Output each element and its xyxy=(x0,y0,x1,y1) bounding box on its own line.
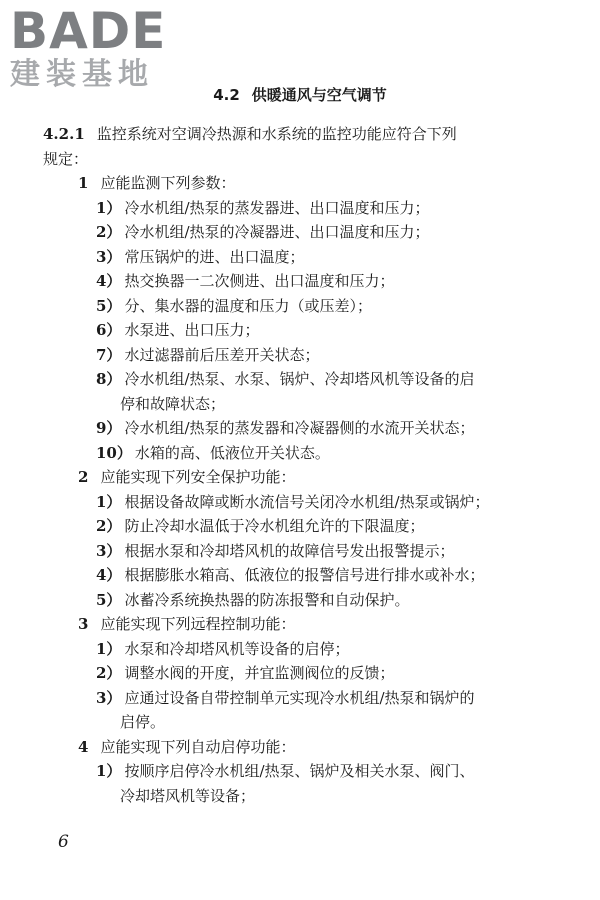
sub-item-text: 冷水机组/热泵的冷凝器进、出口温度和压力； xyxy=(124,223,430,241)
sub-item-number: 10） xyxy=(96,443,132,462)
sub-item-number: 3） xyxy=(96,541,122,560)
sub-item-text: 根据设备故障或断水流信号关闭冷水机组/热泵或锅炉； xyxy=(124,492,490,511)
sub-item-line xyxy=(0,490,600,515)
list-item xyxy=(0,171,600,196)
sub-item-text: 水过滤器前后压差开关状态； xyxy=(124,345,320,364)
item-number: 2 xyxy=(78,468,89,486)
logo-brand: BADE xyxy=(10,2,167,60)
sub-item-line xyxy=(0,441,600,466)
sub-item-text: 常压锅炉的进、出口温度； xyxy=(124,247,305,266)
sub-item-number: 3） xyxy=(96,688,122,707)
sub-item-line xyxy=(0,563,600,588)
sub-item-text: 防止冷却水温低于冷水机组允许的下限温度； xyxy=(124,517,425,535)
sub-item-text: 停和故障状态； xyxy=(120,394,226,413)
sub-item-number: 2） xyxy=(96,223,122,241)
sub-item-line xyxy=(0,661,600,686)
sub-item-line xyxy=(0,343,600,368)
sub-item-number: 1） xyxy=(96,492,122,511)
sub-item-line xyxy=(0,392,600,417)
item-text: 应能实现下列远程控制功能： xyxy=(100,615,296,633)
sub-item-line xyxy=(0,294,600,319)
logo xyxy=(10,4,180,94)
sub-item-text: 启停。 xyxy=(120,713,166,731)
sub-item-number: 1） xyxy=(96,198,122,217)
sub-item-number: 9） xyxy=(96,419,122,437)
sub-item-number: 5） xyxy=(96,590,122,609)
item-text: 应能实现下列安全保护功能： xyxy=(100,468,296,486)
sub-item-line xyxy=(0,220,600,245)
sub-item-text: 根据水泵和冷却塔风机的故障信号发出报警提示； xyxy=(124,541,455,560)
clause-line xyxy=(0,122,600,147)
sub-item-line xyxy=(0,269,600,294)
sub-item-line xyxy=(0,539,600,564)
sub-item-text: 调整水阀的开度，并宜监测阀位的反馈； xyxy=(124,664,395,682)
item-text: 应能实现下列自动启停功能： xyxy=(100,737,296,756)
sub-item-text: 水泵和冷却塔风机等设备的启停； xyxy=(124,639,350,658)
sub-item-line xyxy=(0,686,600,711)
item-number: 4 xyxy=(78,737,89,756)
sub-item-number: 1） xyxy=(96,639,122,658)
sub-item-text: 根据膨胀水箱高、低液位的报警信号进行排水或补水； xyxy=(124,566,485,584)
sub-item-text: 分、集水器的温度和压力（或压差）； xyxy=(124,296,372,315)
sub-item-line xyxy=(0,588,600,613)
logo-brand-sub: 建装基地 xyxy=(10,57,154,92)
sub-item-number: 8） xyxy=(96,370,122,388)
sub-item-number: 6） xyxy=(96,321,122,339)
sub-item-text: 应通过设备自带控制单元实现冷水机组/热泵和锅炉的 xyxy=(124,688,475,707)
sub-item-text: 水泵进、出口压力； xyxy=(124,321,260,339)
sub-item-text: 冷水机组/热泵、水泵、锅炉、冷却塔风机等设备的启 xyxy=(124,370,475,388)
item-number: 1 xyxy=(78,174,89,192)
sub-item-line xyxy=(0,196,600,221)
sub-item-text: 冷却塔风机等设备； xyxy=(120,786,256,805)
clause-text: 规定： xyxy=(43,149,89,168)
sub-item-text: 热交换器一二次侧进、出口温度和压力； xyxy=(124,272,395,290)
item-list xyxy=(0,171,600,808)
section-title: 供暖通风与空气调节 xyxy=(251,86,387,104)
sub-item-line xyxy=(0,367,600,392)
section-number: 4.2 xyxy=(213,86,240,104)
sub-item-number: 1） xyxy=(96,762,122,780)
sub-item-line xyxy=(0,416,600,441)
item-number: 3 xyxy=(78,615,89,633)
page-number: 6 xyxy=(58,832,69,852)
sub-item-line xyxy=(0,245,600,270)
section-heading xyxy=(0,84,600,106)
sub-item-line xyxy=(0,710,600,735)
sub-item-number: 5） xyxy=(96,296,122,315)
list-item xyxy=(0,612,600,637)
sub-item-number: 4） xyxy=(96,272,122,290)
list-item xyxy=(0,465,600,490)
sub-item-text: 冷水机组/热泵的蒸发器进、出口温度和压力； xyxy=(124,198,430,217)
sub-item-line xyxy=(0,759,600,784)
sub-item-text: 水箱的高、低液位开关状态。 xyxy=(134,443,330,462)
sub-item-number: 4） xyxy=(96,566,122,584)
item-text: 应能监测下列参数： xyxy=(100,174,236,192)
sub-item-number: 2） xyxy=(96,517,122,535)
clause-number: 4.2.1 xyxy=(43,125,85,143)
document-body xyxy=(0,122,600,808)
clause-line xyxy=(0,147,600,172)
sub-item-line xyxy=(0,637,600,662)
sub-item-text: 冰蓄冷系统换热器的防冻报警和自动保护。 xyxy=(124,590,410,609)
sub-item-text: 冷水机组/热泵的蒸发器和冷凝器侧的水流开关状态； xyxy=(124,419,475,437)
sub-item-number: 3） xyxy=(96,247,122,266)
sub-item-text: 按顺序启停冷水机组/热泵、锅炉及相关水泵、阀门、 xyxy=(124,762,475,780)
clause-text: 监控系统对空调冷热源和水系统的监控功能应符合下列 xyxy=(96,125,457,143)
sub-item-number: 2） xyxy=(96,664,122,682)
sub-item-line xyxy=(0,318,600,343)
sub-item-number: 7） xyxy=(96,345,122,364)
sub-item-line xyxy=(0,514,600,539)
list-item xyxy=(0,735,600,760)
sub-item-line xyxy=(0,784,600,809)
